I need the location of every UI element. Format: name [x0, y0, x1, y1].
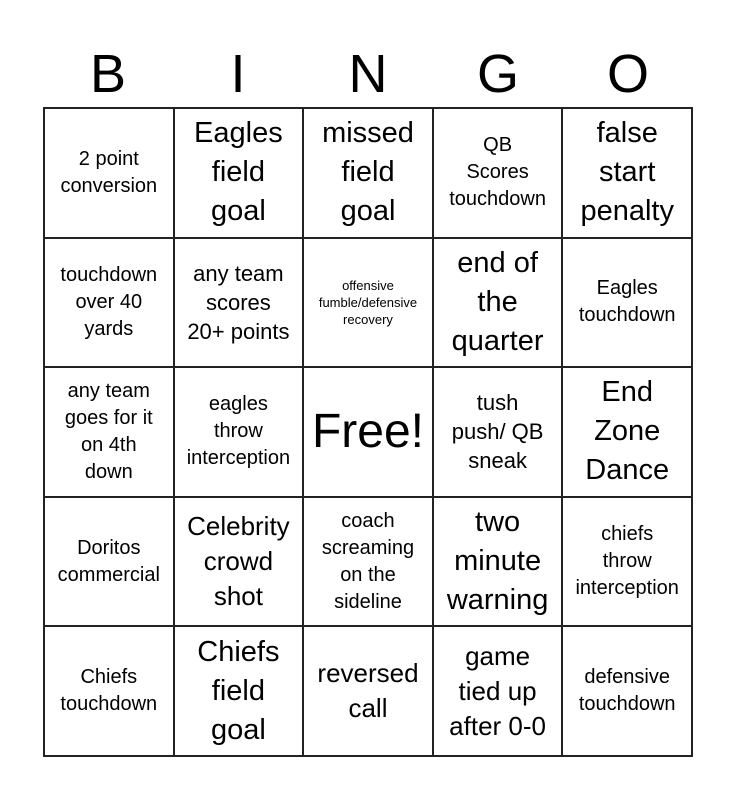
- cell-text: tush push/ QB sneak: [451, 390, 544, 474]
- bingo-cell[interactable]: [433, 238, 563, 368]
- cell-text: offensive fumble/defensive recovery: [318, 277, 418, 327]
- header-letter-i: I: [230, 44, 246, 104]
- bingo-cell[interactable]: [303, 626, 433, 756]
- cell-text: QB Scores touchdown: [449, 134, 546, 211]
- free-space-text: Free!: [311, 404, 424, 458]
- cell-text: Chiefs touchdown: [60, 666, 158, 716]
- bingo-cell[interactable]: [44, 238, 174, 368]
- header-letter-b: B: [89, 44, 127, 104]
- cell-text: 2 point conversion: [60, 147, 158, 197]
- cell-text: Eagles touchdown: [578, 277, 676, 327]
- cell-text: any team scores 20+ points: [187, 260, 290, 344]
- bingo-cell[interactable]: [562, 626, 692, 756]
- bingo-cell[interactable]: [303, 497, 433, 627]
- cell-text: any team goes for it on 4th down: [64, 379, 153, 483]
- cell-text: missed field goal: [322, 117, 414, 228]
- bingo-cell[interactable]: [44, 367, 174, 497]
- cell-text: eagles throw interception: [186, 393, 291, 470]
- bingo-cell[interactable]: [433, 497, 563, 627]
- cell-text: Doritos commercial: [57, 536, 160, 586]
- cell-text: false start penalty: [580, 117, 674, 228]
- bingo-cell-free[interactable]: [303, 367, 433, 497]
- bingo-cell[interactable]: [174, 497, 304, 627]
- bingo-header: [43, 40, 693, 108]
- cell-text: two minute warning: [446, 506, 549, 617]
- cell-text: reversed call: [317, 658, 419, 724]
- bingo-cell[interactable]: [174, 626, 304, 756]
- cell-text: game tied up after 0-0: [449, 640, 546, 741]
- cell-text: chiefs throw interception: [575, 523, 679, 600]
- cell-text: coach screaming on the sideline: [321, 509, 415, 613]
- bingo-cell[interactable]: [174, 367, 304, 497]
- header-letter-n: N: [348, 44, 388, 104]
- bingo-cell[interactable]: [44, 626, 174, 756]
- bingo-cell[interactable]: [562, 367, 692, 497]
- bingo-card-grid: [43, 107, 693, 757]
- bingo-cell[interactable]: [44, 108, 174, 238]
- header-letter-o: O: [606, 44, 649, 104]
- cell-text: Celebrity crowd shot: [187, 511, 290, 612]
- bingo-cell[interactable]: [433, 367, 563, 497]
- cell-text: Eagles field goal: [194, 117, 283, 228]
- bingo-cell[interactable]: [433, 626, 563, 756]
- cell-text: end of the quarter: [451, 246, 544, 357]
- bingo-cell[interactable]: [433, 108, 563, 238]
- cell-text: Chiefs field goal: [197, 635, 280, 746]
- cell-text: touchdown over 40 yards: [60, 263, 158, 340]
- bingo-cell[interactable]: [562, 108, 692, 238]
- bingo-cell[interactable]: [174, 238, 304, 368]
- header-letter-g: G: [476, 44, 519, 104]
- cell-text: defensive touchdown: [578, 666, 676, 716]
- bingo-cell[interactable]: [303, 238, 433, 368]
- bingo-cell[interactable]: [174, 108, 304, 238]
- cell-text: End Zone Dance: [585, 376, 670, 487]
- bingo-cell[interactable]: [303, 108, 433, 238]
- bingo-cell[interactable]: [44, 497, 174, 627]
- bingo-cell[interactable]: [562, 238, 692, 368]
- bingo-cell[interactable]: [562, 497, 692, 627]
